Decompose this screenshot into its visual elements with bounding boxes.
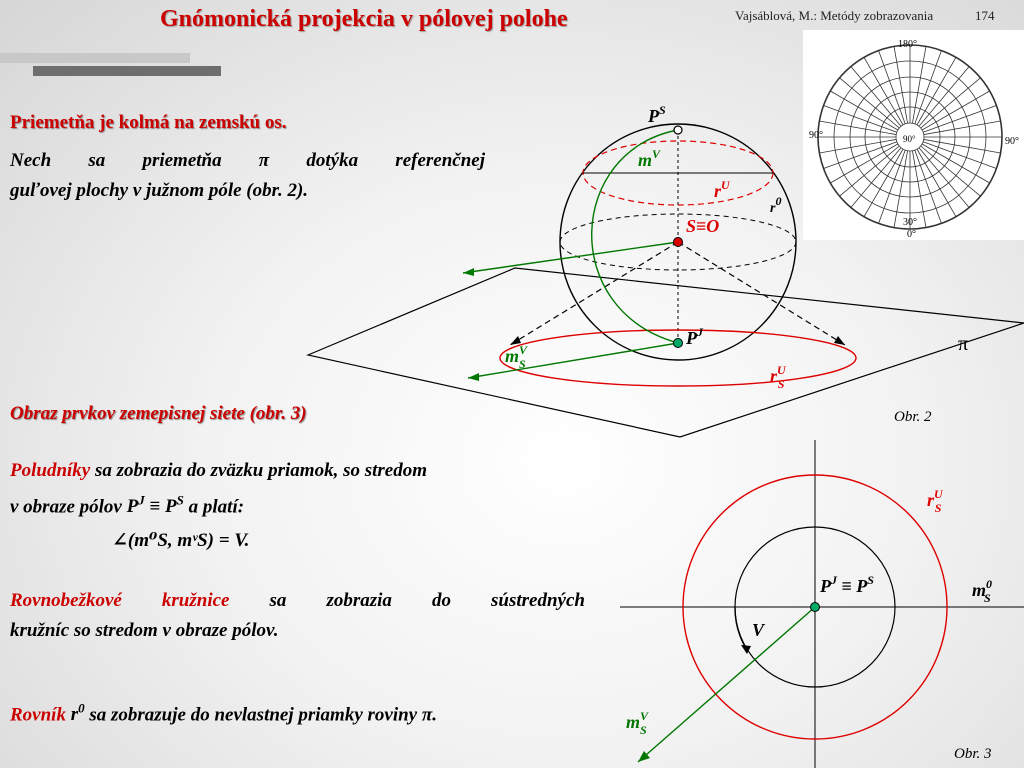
figure-3-projection <box>600 440 1024 768</box>
label-rU: $r^U$ <box>714 178 730 201</box>
meridians-line2-a: v obraze pólov <box>10 496 127 518</box>
label-SO: S≡O <box>686 216 720 236</box>
thumb-label-center: 90° <box>903 134 916 144</box>
label-PJ: $P^J$ <box>686 325 703 348</box>
thumb-label-bottom: 0° <box>907 229 916 240</box>
decor-bar-light <box>0 53 190 63</box>
label-pi: π <box>958 333 969 355</box>
label-rUS: $r^U$ S <box>770 363 786 391</box>
thumb-label-top: 180° <box>898 39 917 50</box>
point-SO <box>674 238 683 247</box>
meridians-rest: sa zobrazia do zväzku priamok, so stredom <box>90 460 428 481</box>
label-mVS: $m^V$ S <box>505 343 528 371</box>
green-ray-upper <box>463 242 678 273</box>
label-r0: r0 <box>770 194 782 216</box>
meridians-line2: v obraze pólov $P^J \equiv P^S$ a platí: <box>10 493 245 518</box>
header-author-note: Vajsáblová, M.: Metódy zobrazovania <box>735 8 934 23</box>
meridians-formula: ∠(m⁰S, mᵛS) = V. <box>112 530 250 551</box>
parallels-line1 <box>10 588 585 613</box>
green-arrow-upper <box>463 268 474 276</box>
green-ray-lower <box>468 343 678 378</box>
arrow-right <box>834 336 845 345</box>
label-m0S: $m^0$ S <box>972 577 993 605</box>
meridians-term: Poludníky <box>10 460 91 481</box>
point-PS <box>674 126 682 134</box>
section1-line2: guľovej plochy v južnom póle (obr. 2). <box>10 180 309 201</box>
equator-line: Rovník $r^0$ sa zobrazuje do nevlastnej priamky roviny π. <box>10 701 437 726</box>
meridians-line2-b: a platí: <box>183 496 245 518</box>
meridian-mV <box>592 130 678 343</box>
section1-line1: Nech sa priemetňa π dotýka referenčnej <box>10 150 485 171</box>
label-mVS-fig3: $m^V$ S <box>626 709 649 737</box>
label-PJ-PS: $P^J \equiv P^S$ <box>820 573 874 596</box>
thumb-label-left: 90° <box>809 130 823 141</box>
meridian-mVS <box>638 607 815 762</box>
parallels-term: Rovnobežkové kružnice <box>10 590 230 611</box>
meridians-line1 <box>10 458 427 483</box>
section1-heading: Priemetňa je kolmá na zemskú os. <box>10 112 287 133</box>
label-PS: $P^S$ <box>648 103 666 126</box>
page-title: Gnómonická projekcia v pólovej polohe <box>160 6 568 32</box>
equator-rest: sa zobrazuje do nevlastnej priamky roviny π. <box>84 704 437 726</box>
angle-arc-V <box>735 607 747 650</box>
decor-bar-dark <box>33 66 221 76</box>
page-number: 174 <box>975 8 995 23</box>
parallels-line2: kružníc so stredom v obraze pólov. <box>10 620 279 641</box>
thumb-label-right: 90° <box>1005 136 1019 147</box>
figure-2-caption: Obr. 2 <box>894 409 932 425</box>
figure-2-sphere <box>300 100 1024 440</box>
green-arrow-lower <box>468 373 479 381</box>
figure-3-caption: Obr. 3 <box>954 746 992 762</box>
label-mV: $m^V$ <box>638 147 661 170</box>
section2-heading: Obraz prvkov zemepisnej siete (obr. 3) <box>10 403 307 424</box>
label-V: V <box>752 620 765 640</box>
parallels-rest: sa zobrazia do sústredných <box>229 590 585 611</box>
label-rUS-fig3: $r^U$ S <box>927 487 943 515</box>
thumb-label-mid: 30° <box>903 217 917 228</box>
equator-term: Rovník <box>10 704 66 726</box>
point-pole <box>811 603 820 612</box>
point-PJ <box>674 339 683 348</box>
